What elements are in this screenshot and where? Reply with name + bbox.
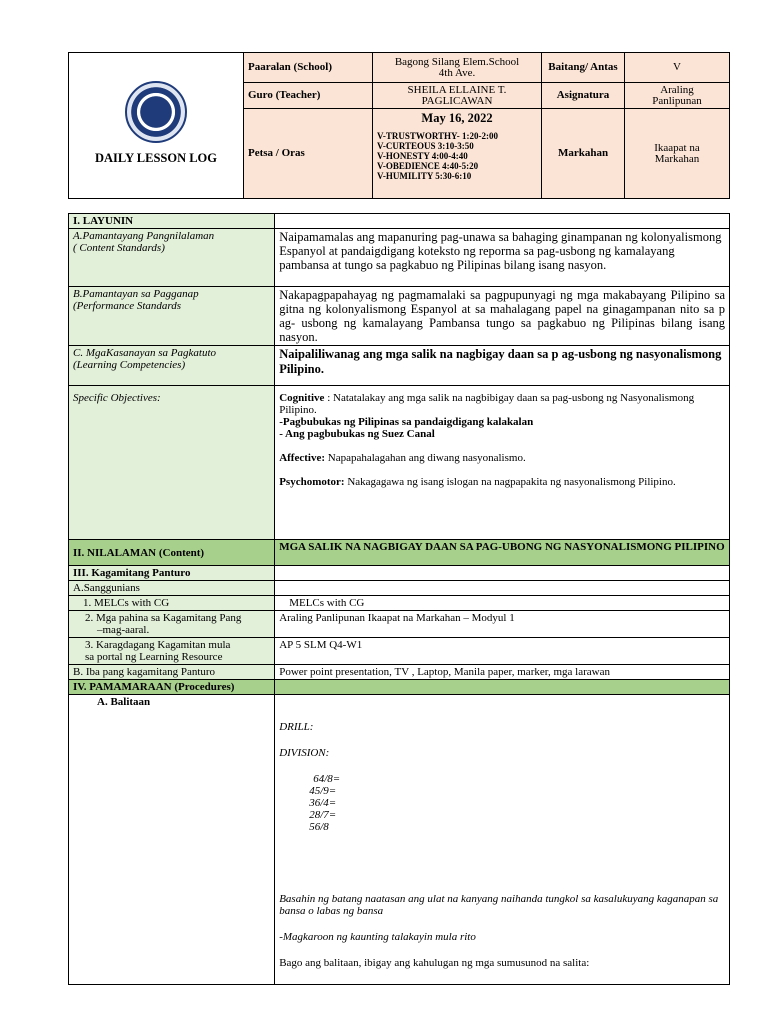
grade-value: V	[625, 53, 730, 83]
grade-label: Baitang/ Antas	[542, 53, 625, 83]
other-materials-label: B. Iba pang kagamitang Panturo	[69, 665, 275, 680]
melc-value: MELCs with CG	[275, 596, 730, 611]
performance-standards-text: Nakapagpapahayag ng pagmamalaki sa pagpupunyagi ng mga makabayang Pilipino sa gitna ng kolonyalismong Espanyol at sa mahalagang papel na ginagampanan nito sa p ag- usbong ng kamalayang Pambansa tungo sa pagkabuo ng Pilipinas bilang isang nasyon.	[275, 287, 730, 346]
competencies-text: Naipaliliwanag ang mga salik na nagbigay daan sa p ag-usbong ng nasyonalismong Pilipino.	[275, 346, 730, 386]
pages-label: 2. Mga pahina sa Kagamitang Pang –mag-aaral.	[69, 611, 275, 638]
other-materials-value: Power point presentation, TV , Laptop, Manila paper, marker, mga larawan	[275, 665, 730, 680]
resource-value: AP 5 SLM Q4-W1	[275, 638, 730, 665]
division-problem: 45/9=	[309, 785, 337, 797]
quarter-value: Ikaapat na Markahan	[625, 109, 730, 199]
division-problem: 36/4=	[309, 797, 337, 809]
schedule-item: V-OBEDIENCE 4:40-5:20	[377, 161, 479, 171]
instruction-text: Basahin ng batang naatasan ang ulat na kanyang naihanda tungkol sa kasalukuyang kaganapan sa bansa o labas ng bansa	[279, 893, 719, 917]
balitaan-content	[275, 695, 730, 985]
nilalaman-text: MGA SALIK NA NAGBIGAY DAAN SA PAG-UBONG NG NASYONALISMONG PILIPINO	[275, 540, 730, 566]
subject-label: Asignatura	[542, 83, 625, 109]
performance-standards-label: B.Pamantayan sa Pagganap (Performance Standards	[69, 287, 275, 346]
division-problem: 56/8	[309, 821, 329, 833]
date-value: May 16, 2022 V-TRUSTWORTHY- 1:20-2:00 V-CURTEOUS 3:10-3:50 V-HONESTY 4:00-4:40 V-OBEDIENCE 4:40-5:20 V-HUMILITY 5:30-6:10	[373, 109, 542, 199]
pamamaraan-heading: IV. PAMAMARAAN (Procedures)	[69, 680, 275, 695]
objectives-label: Specific Objectives:	[69, 386, 275, 540]
instruction-text: Bago ang balitaan, ibigay ang kahulugan ng mga sumusunod na salita:	[279, 957, 590, 969]
lesson-table	[68, 213, 730, 985]
affective-objective: Affective: Napapahalagahan ang diwang nasyonalismo.	[279, 452, 526, 464]
melc-label: 1. MELCs with CG	[69, 596, 275, 611]
nilalaman-heading: II. NILALAMAN (Content)	[69, 540, 275, 566]
resource-label: 3. Karagdagang Kagamitan mula sa portal ng Learning Resource	[69, 638, 275, 665]
sanggunian-label: A.Sanggunians	[69, 581, 275, 596]
drill-label: DRILL:	[279, 721, 314, 733]
schedule-item: V-TRUSTWORTHY- 1:20-2:00	[377, 131, 498, 141]
balitaan-label: A. Balitaan	[69, 695, 275, 985]
division-problem: 64/8=	[313, 773, 341, 785]
document-title: DAILY LESSON LOG	[94, 151, 218, 165]
school-value: Bagong Silang Elem.School 4th Ave.	[373, 53, 542, 83]
schedule-item: V-HUMILITY 5:30-6:10	[377, 171, 472, 181]
instruction-text: -Magkaroon ng kaunting talakayin mula rito	[279, 931, 476, 943]
cognitive-objective: Cognitive : Natatalakay ang mga salik na nagbibigay daan sa pag-usbong ng Nasyonalismong Pilipino.	[279, 392, 695, 416]
schedule-item: V-HONESTY 4:00-4:40	[377, 151, 468, 161]
cognitive-point: -Pagbubukas ng Pilipinas sa pandaigdigang kalakalan	[279, 416, 534, 428]
date-label: Petsa / Oras	[244, 109, 373, 199]
content-standards-label: A.Pamantayang Pangnilalaman ( Content Standards)	[69, 229, 275, 287]
pages-value: Araling Panlipunan Ikaapat na Markahan – Modyul 1	[275, 611, 730, 638]
cognitive-point: - Ang pagbubukas ng Suez Canal	[279, 428, 435, 440]
subject-value: Araling Panlipunan	[625, 83, 730, 109]
psychomotor-objective: Psychomotor: Nakagagawa ng isang islogan na nagpapakita ng nasyonalismong Pilipino.	[279, 476, 676, 488]
competencies-label: C. MgaKasanayan sa Pagkatuto (Learning Competencies)	[69, 346, 275, 386]
division-label: DIVISION:	[279, 747, 330, 759]
content-standards-text: Naipamamalas ang mapanuring pag-unawa sa bahaging ginampanan ng kolonyalismong Espanyol at pandaigdigang koteksto ng reporma sa pag-usbong ng kamalayang pambansa at tungo sa pagkabuo ng Pilipinas bilang isang nasyon.	[275, 229, 730, 287]
teacher-label: Guro (Teacher)	[244, 83, 373, 109]
logo-cell	[69, 53, 244, 199]
quarter-label: Markahan	[542, 109, 625, 199]
layunin-heading: I. LAYUNIN	[69, 214, 275, 229]
kagamitan-heading: III. Kagamitang Panturo	[69, 566, 275, 581]
division-problem: 28/7=	[309, 809, 337, 821]
teacher-value: SHEILA ELLAINE T. PAGLICAWAN	[373, 83, 542, 109]
school-label: Paaralan (School)	[244, 53, 373, 83]
header-table	[68, 52, 730, 199]
objectives-content	[275, 386, 730, 540]
schedule-list	[377, 131, 537, 181]
schedule-item: V-CURTEOUS 3:10-3:50	[377, 141, 474, 151]
deped-seal-icon	[125, 81, 187, 143]
